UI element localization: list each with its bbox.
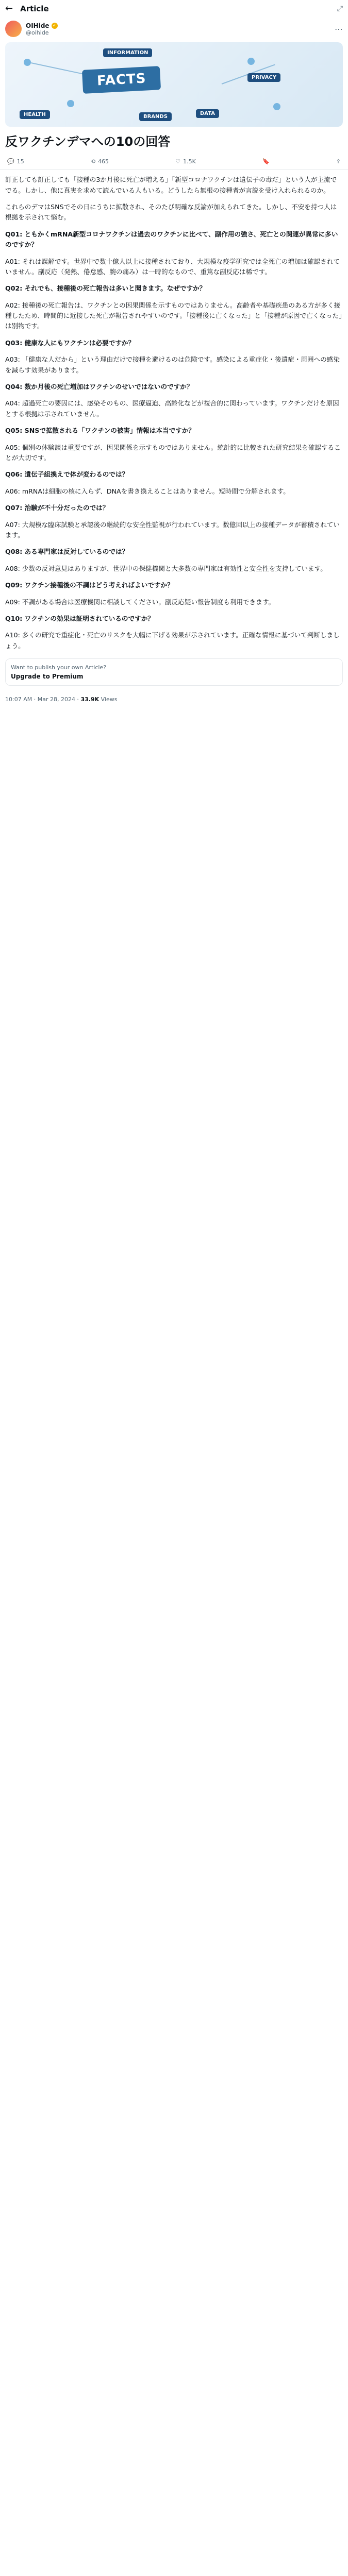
hero-tag: HEALTH [20,110,50,119]
share-icon: ⇪ [336,158,341,165]
article-paragraph: A02: 接種後の死亡報告は、ワクチンとの因果関係を示すものではありません。高齢者や基礎疾患のある方が多く接種したため、時間的に近接した死亡が報告されやすいのです。「接種後に亡くなった」と「接種が原因で亡くなった」は別物です。 [5,301,342,330]
article-paragraph: Q04: 数か月後の死亡増加はワクチンのせいではないのですか？ [5,383,193,391]
post-meta: 10:07 AM · Mar 28, 2024 · 33.9K Views [5,696,118,703]
more-options-icon[interactable]: ⋯ [335,24,343,34]
article-paragraph: 訂正しても訂正しても「接種の3か月後に死亡が増える」「新型コロナワクチンは遺伝子の毒だ」という人が主流ででる。しかし、他に真実を求めて読んでいる人もいる。どうしたら無根の接種者が言説を受け入れられるのか。 [5,176,337,194]
article-paragraph: A09: 不調がある場合は医療機関に相談してください。副反応疑い報告制度も利用できます。 [5,598,275,606]
article-paragraph: これらのデマはSNSでその日にうちに拡散され、そのたび明確な反論が加えられてきた。しかし、不安を持つ人は根拠を示されて悩む。 [5,202,337,222]
article-paragraph: A08: 少数の反対意見はありますが、世界中の保健機関と大多数の専門家は有効性と安全性を支持しています。 [5,564,327,572]
article-paragraph: Q01: ともかくmRNA新型コロナワクチンは過去のワクチンに比べて、副作用の強さ、死亡との関連が異常に多いのですか？ [5,230,338,249]
hero-image [5,42,343,127]
hero-tag: INFORMATION [103,48,152,57]
like-button[interactable]: ♡ 1.5K [175,158,196,165]
article-paragraph: A03: 「健康な人だから」という理由だけで接種を避けるのは危険です。感染による重症化・後遺症・周囲への感染を減らす効果があります。 [5,355,340,374]
article-paragraph: A04: 超過死亡の要因には、感染そのもの、医療逼迫、高齢化などが複合的に関わっています。ワクチンだけを原因とする根拠は示されていません。 [5,399,339,418]
article-paragraph: Q10: ワクチンの効果は証明されているのですか？ [5,614,154,622]
facts-label: FACTS [82,66,161,94]
upgrade-prompt: Want to publish your own Article? [11,664,107,671]
author-handle: @oihide [26,29,49,36]
timestamp: 10:07 AM · Mar 28, 2024 [5,696,75,703]
article-paragraph: A05: 個別の体験談は重要ですが、因果関係を示すものではありません。統計的に比較された研究結果を確認することが大切です。 [5,443,341,462]
article-paragraph: Q09: ワクチン接種後の不調はどう考えればよいですか？ [5,581,174,589]
upgrade-cta[interactable]: Upgrade to Premium [11,673,84,681]
article-paragraph: Q06: 遺伝子組換えで体が変わるのでは？ [5,470,129,479]
article-paragraph: A01: それは誤解です。世界中で数十億人以上に接種されており、大規模な疫学研究では全死亡の増加は確認されていません。副反応（発熱、倦怠感、腕の痛み）は一時的なもので、重篤な副反応は稀です。 [5,257,340,276]
hero-tag: PRIVACY [247,73,280,82]
article-paragraph: A06: mRNAは細胞の核に入らず、DNAを書き換えることはありません。短時間で分解されます。 [5,487,290,495]
hero-tag: DATA [196,109,219,118]
article-paragraph: Q07: 治験が不十分だったのでは？ [5,504,109,512]
views-label: Views [101,696,118,703]
article-paragraph: Q02: それでも、接種後の死亡報告は多いと聞きます。なぜですか？ [5,284,206,293]
article-paragraph: A07: 大規模な臨床試験と承認後の継続的な安全性監視が行われています。数億回以上の接種データが蓄積されています。 [5,520,340,539]
heart-icon: ♡ [175,158,181,165]
article-paragraph: Q08: ある専門家は反対しているのでは？ [5,548,129,556]
article-body [0,170,348,651]
verified-badge-icon: ✓ [52,23,58,29]
article-paragraph: Q05: SNSで拡散される「ワクチンの被害」情報は本当ですか？ [5,427,195,435]
reply-icon: 💬 [7,158,14,165]
repost-button[interactable]: ⟲ 465 [90,158,109,165]
author-row [0,18,348,40]
upgrade-card[interactable] [5,658,343,686]
reply-button[interactable]: 💬 15 [7,158,24,165]
author-name[interactable]: OIHide [26,22,49,29]
article-paragraph: A10: 多くの研究で重症化・死亡のリスクを大幅に下げる効果が示されています。正確な情報に基づいて判断しましょう。 [5,631,340,650]
expand-icon[interactable]: ⤢ [337,5,343,13]
hero-tag: BRANDS [139,112,172,121]
article-title: 反ワクチンデマへの10の回答 [5,134,171,149]
repost-icon: ⟲ [90,158,96,165]
bookmark-icon: 🔖 [262,158,270,165]
view-count: 33.9K [80,696,100,703]
article-paragraph: Q03: 健康な人にもワクチンは必要ですか？ [5,338,135,347]
page-title: Article [20,4,49,13]
share-button[interactable] [336,158,341,165]
action-bar [0,154,348,170]
back-arrow-icon[interactable]: ← [5,3,13,14]
bookmark-button[interactable] [262,158,270,165]
top-bar [0,0,348,18]
avatar[interactable] [5,21,22,37]
